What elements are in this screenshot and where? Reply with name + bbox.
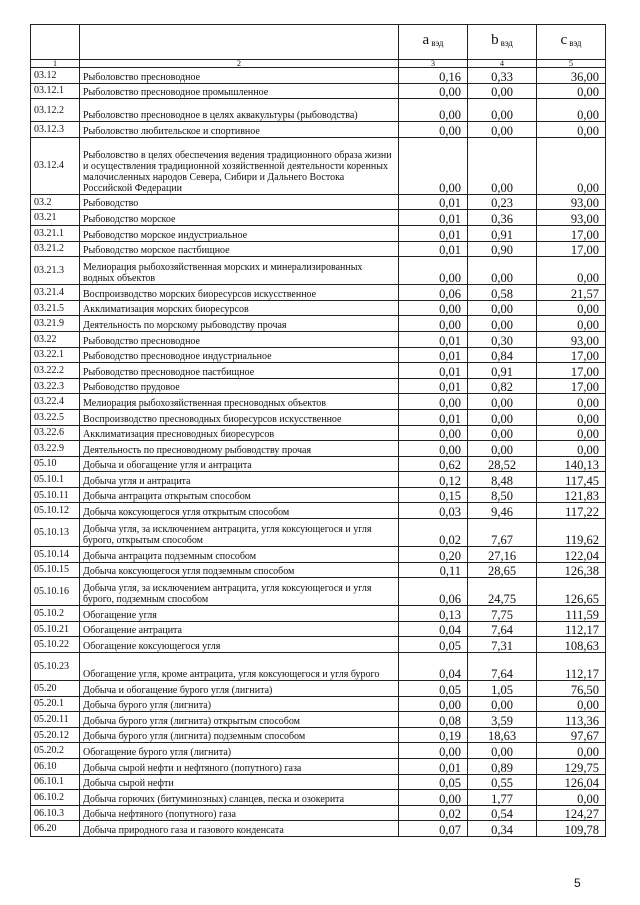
row-code: 05.10.21 [31,621,80,637]
row-value-b: 0,23 [468,194,537,210]
row-code: 05.10.2 [31,606,80,622]
row-value-a: 0,00 [399,441,468,457]
row-value-c: 0,00 [537,441,606,457]
row-value-b: 28,65 [468,562,537,578]
table-row [31,257,606,285]
row-value-a: 0,01 [399,409,468,425]
row-value-b: 0,89 [468,759,537,775]
row-name: Добыча и обогащение бурого угля (лигнита) [80,681,399,697]
row-value-b: 0,00 [468,394,537,410]
row-value-c: 112,17 [537,621,606,637]
coefficient-table-sheet [30,24,605,837]
row-value-b: 1,77 [468,790,537,806]
row-code: 03.22.9 [31,441,80,457]
row-name: Добыча коксующегося угля открытым способом [80,503,399,519]
row-value-a: 0,00 [399,99,468,122]
row-value-c: 117,22 [537,503,606,519]
row-value-b: 0,34 [468,821,537,837]
row-name: Рыбоводство морское [80,210,399,226]
header-name [80,25,399,60]
row-value-a: 0,01 [399,194,468,210]
row-code: 05.10 [31,456,80,472]
row-name: Мелиорация рыбохозяйственная морских и минерализированных водных объектов [80,257,399,285]
row-value-b: 0,30 [468,331,537,347]
row-value-c: 0,00 [537,257,606,285]
row-value-b: 0,58 [468,285,537,301]
row-code: 06.10.1 [31,774,80,790]
row-value-c: 21,57 [537,285,606,301]
row-value-c: 124,27 [537,805,606,821]
row-name: Обогащение коксующегося угля [80,637,399,653]
table-row [31,83,606,99]
row-value-b: 7,31 [468,637,537,653]
row-name: Добыча угля, за исключением антрацита, угля коксующегося и угля бурого, открытым способом [80,519,399,547]
table-row [31,487,606,503]
row-value-c: 0,00 [537,300,606,316]
column-index: 1 [31,60,80,68]
row-code: 05.10.16 [31,578,80,606]
table-row [31,137,606,194]
row-value-b: 0,00 [468,441,537,457]
table-row [31,759,606,775]
row-code: 06.10.3 [31,805,80,821]
row-name: Обогащение бурого угля (лигнита) [80,743,399,759]
table-row [31,727,606,743]
row-value-c: 17,00 [537,363,606,379]
row-name: Рыболовство пресноводное [80,68,399,84]
row-name: Добыча бурого угля (лигнита) открытым способом [80,712,399,728]
table-row [31,472,606,488]
table-row [31,241,606,257]
page-number: 5 [574,876,581,890]
table-row [31,743,606,759]
row-code: 03.21.5 [31,300,80,316]
table-row [31,210,606,226]
table-row [31,194,606,210]
row-value-b: 0,00 [468,696,537,712]
row-name: Рыбоводство морское пастбищное [80,241,399,257]
table-row [31,821,606,837]
table-row [31,331,606,347]
row-name: Обогащение угля, кроме антрацита, угля коксующегося и угля бурого [80,653,399,681]
row-name: Рыбоводство морское индустриальное [80,225,399,241]
row-code: 03.12.4 [31,137,80,194]
table-row [31,712,606,728]
row-code: 03.12 [31,68,80,84]
row-name: Мелиорация рыбохозяйственная пресноводных объектов [80,394,399,410]
row-name: Добыча сырой нефти [80,774,399,790]
row-name: Рыбоводство [80,194,399,210]
row-value-a: 0,05 [399,774,468,790]
row-name: Добыча нефтяного (попутного) газа [80,805,399,821]
row-value-b: 27,16 [468,547,537,563]
header-row [31,25,606,60]
row-value-a: 0,19 [399,727,468,743]
row-name: Воспроизводство пресноводных биоресурсов искусственное [80,409,399,425]
header-col-c: c $_{вэд}$ [537,25,606,60]
table-row [31,805,606,821]
row-value-a: 0,05 [399,637,468,653]
row-value-c: 0,00 [537,83,606,99]
row-value-c: 93,00 [537,331,606,347]
row-name: Добыча угля, за исключением антрацита, угля коксующегося и угля бурого, подземным способом [80,578,399,606]
row-value-a: 0,01 [399,225,468,241]
row-value-a: 0,12 [399,472,468,488]
row-name: Обогащение угля [80,606,399,622]
row-value-b: 18,63 [468,727,537,743]
row-code: 03.21.2 [31,241,80,257]
row-value-b: 0,00 [468,83,537,99]
row-name: Рыболовство любительское и спортивное [80,122,399,138]
row-code: 03.22.2 [31,363,80,379]
row-value-a: 0,07 [399,821,468,837]
row-code: 06.10 [31,759,80,775]
table-row [31,378,606,394]
row-value-c: 17,00 [537,347,606,363]
table-row [31,519,606,547]
row-value-b: 0,00 [468,122,537,138]
row-name: Добыча бурого угля (лигнита) [80,696,399,712]
row-value-c: 93,00 [537,194,606,210]
table-row [31,363,606,379]
row-value-c: 126,38 [537,562,606,578]
row-value-b: 0,91 [468,363,537,379]
row-name: Добыча бурого угля (лигнита) подземным способом [80,727,399,743]
row-name: Рыбоводство пресноводное индустриальное [80,347,399,363]
row-value-a: 0,16 [399,68,468,84]
row-code: 03.22 [31,331,80,347]
row-code: 03.12.1 [31,83,80,99]
row-code: 05.10.15 [31,562,80,578]
row-value-b: 0,55 [468,774,537,790]
coefficient-table [30,24,606,837]
row-value-c: 126,65 [537,578,606,606]
row-value-a: 0,01 [399,210,468,226]
row-value-c: 122,04 [537,547,606,563]
row-code: 05.10.13 [31,519,80,547]
row-value-a: 0,11 [399,562,468,578]
row-name: Рыболовство пресноводное в целях аквакультуры (рыбоводства) [80,99,399,122]
row-value-c: 93,00 [537,210,606,226]
row-value-b: 7,75 [468,606,537,622]
table-row [31,637,606,653]
row-value-a: 0,13 [399,606,468,622]
row-value-b: 8,50 [468,487,537,503]
row-value-b: 3,59 [468,712,537,728]
row-value-a: 0,01 [399,347,468,363]
row-code: 05.20 [31,681,80,697]
row-value-c: 17,00 [537,225,606,241]
table-row [31,578,606,606]
row-name: Добыча антрацита открытым способом [80,487,399,503]
row-value-a: 0,06 [399,578,468,606]
table-row [31,285,606,301]
row-value-c: 0,00 [537,122,606,138]
row-value-b: 0,00 [468,257,537,285]
row-value-a: 0,00 [399,790,468,806]
row-value-b: 0,33 [468,68,537,84]
column-index: 4 [468,60,537,68]
row-value-a: 0,05 [399,681,468,697]
row-value-c: 97,67 [537,727,606,743]
row-value-c: 117,45 [537,472,606,488]
header-col-b: b $_{вэд}$ [468,25,537,60]
row-value-c: 111,59 [537,606,606,622]
row-value-c: 113,36 [537,712,606,728]
column-index: 2 [80,60,399,68]
row-value-b: 0,00 [468,316,537,332]
row-value-b: 28,52 [468,456,537,472]
column-index: 3 [399,60,468,68]
row-value-a: 0,00 [399,122,468,138]
row-value-b: 0,00 [468,425,537,441]
row-value-a: 0,00 [399,316,468,332]
row-value-c: 140,13 [537,456,606,472]
table-row [31,774,606,790]
row-name: Добыча угля и антрацита [80,472,399,488]
row-code: 05.10.12 [31,503,80,519]
row-value-b: 1,05 [468,681,537,697]
row-value-c: 36,00 [537,68,606,84]
row-code: 03.2 [31,194,80,210]
table-row [31,653,606,681]
row-value-b: 0,00 [468,137,537,194]
row-code: 05.10.14 [31,547,80,563]
row-code: 05.10.11 [31,487,80,503]
row-value-a: 0,01 [399,331,468,347]
row-value-c: 109,78 [537,821,606,837]
row-value-a: 0,02 [399,519,468,547]
row-value-a: 0,00 [399,425,468,441]
table-row [31,503,606,519]
row-value-c: 112,17 [537,653,606,681]
table-row [31,347,606,363]
row-value-b: 8,48 [468,472,537,488]
row-name: Обогащение антрацита [80,621,399,637]
row-value-b: 7,67 [468,519,537,547]
row-value-a: 0,00 [399,743,468,759]
row-value-b: 9,46 [468,503,537,519]
row-value-c: 0,00 [537,316,606,332]
row-value-c: 129,75 [537,759,606,775]
row-value-a: 0,08 [399,712,468,728]
row-name: Акклиматизация пресноводных биоресурсов [80,425,399,441]
row-code: 03.21.1 [31,225,80,241]
row-code: 03.22.5 [31,409,80,425]
row-value-a: 0,62 [399,456,468,472]
row-value-b: 0,00 [468,743,537,759]
row-value-a: 0,00 [399,300,468,316]
row-code: 05.20.1 [31,696,80,712]
row-name: Рыбоводство пресноводное [80,331,399,347]
header-col-a: a $_{вэд}$ [399,25,468,60]
table-row [31,68,606,84]
row-code: 05.20.11 [31,712,80,728]
table-body [31,68,606,837]
row-value-a: 0,01 [399,378,468,394]
row-value-a: 0,02 [399,805,468,821]
row-name: Акклиматизация морских биоресурсов [80,300,399,316]
row-value-a: 0,03 [399,503,468,519]
table-row [31,562,606,578]
row-value-c: 0,00 [537,394,606,410]
row-code: 05.20.12 [31,727,80,743]
row-value-a: 0,00 [399,83,468,99]
row-code: 03.21 [31,210,80,226]
table-row [31,441,606,457]
row-code: 03.21.4 [31,285,80,301]
row-value-c: 0,00 [537,696,606,712]
row-value-a: 0,00 [399,137,468,194]
row-code: 06.10.2 [31,790,80,806]
row-value-a: 0,00 [399,257,468,285]
row-code: 05.20.2 [31,743,80,759]
row-code: 06.20 [31,821,80,837]
row-value-b: 0,54 [468,805,537,821]
row-value-a: 0,04 [399,653,468,681]
table-row [31,681,606,697]
row-name: Рыбоводство прудовое [80,378,399,394]
row-code: 05.10.22 [31,637,80,653]
row-value-b: 0,91 [468,225,537,241]
row-code: 05.10.23 [31,653,80,681]
row-value-a: 0,06 [399,285,468,301]
row-name: Рыболовство пресноводное промышленное [80,83,399,99]
row-value-b: 0,00 [468,99,537,122]
row-value-a: 0,15 [399,487,468,503]
row-value-c: 76,50 [537,681,606,697]
row-name: Добыча сырой нефти и нефтяного (попутного) газа [80,759,399,775]
row-value-b: 7,64 [468,621,537,637]
row-value-a: 0,04 [399,621,468,637]
row-value-a: 0,20 [399,547,468,563]
table-row [31,547,606,563]
table-row [31,122,606,138]
row-value-c: 17,00 [537,378,606,394]
row-code: 03.22.4 [31,394,80,410]
row-value-b: 0,00 [468,409,537,425]
row-value-c: 0,00 [537,425,606,441]
row-code: 03.22.1 [31,347,80,363]
row-name: Воспроизводство морских биоресурсов искусственное [80,285,399,301]
row-name: Рыбоводство пресноводное пастбищное [80,363,399,379]
table-row [31,225,606,241]
row-value-b: 0,84 [468,347,537,363]
row-code: 03.12.3 [31,122,80,138]
row-value-b: 7,64 [468,653,537,681]
table-row [31,99,606,122]
row-value-c: 0,00 [537,790,606,806]
row-value-a: 0,01 [399,759,468,775]
table-row [31,621,606,637]
row-value-a: 0,00 [399,696,468,712]
row-value-b: 0,00 [468,300,537,316]
row-name: Добыча и обогащение угля и антрацита [80,456,399,472]
row-value-a: 0,01 [399,363,468,379]
row-name: Деятельность по пресноводному рыбоводству прочая [80,441,399,457]
row-value-b: 24,75 [468,578,537,606]
row-value-c: 17,00 [537,241,606,257]
table-row [31,316,606,332]
row-value-c: 119,62 [537,519,606,547]
row-value-c: 108,63 [537,637,606,653]
table-row [31,456,606,472]
row-name: Добыча антрацита подземным способом [80,547,399,563]
row-name: Добыча горючих (битуминозных) сланцев, песка и озокерита [80,790,399,806]
row-code: 03.21.3 [31,257,80,285]
table-row [31,790,606,806]
row-value-b: 0,36 [468,210,537,226]
row-name: Деятельность по морскому рыбоводству прочая [80,316,399,332]
row-code: 05.10.1 [31,472,80,488]
row-name: Добыча коксующегося угля подземным способом [80,562,399,578]
table-row [31,409,606,425]
table-row [31,606,606,622]
row-code: 03.12.2 [31,99,80,122]
row-value-c: 0,00 [537,743,606,759]
column-index-row [31,60,606,68]
row-value-c: 0,00 [537,99,606,122]
table-row [31,394,606,410]
row-name: Рыболовство в целях обеспечения ведения традиционного образа жизни и осуществления традиционной хозяйственной деятельности коренных малочисленных народов Севера, Сибири и Дальнего Востока Российской Федерации [80,137,399,194]
row-value-c: 126,04 [537,774,606,790]
row-name: Добыча природного газа и газового конденсата [80,821,399,837]
row-value-a: 0,00 [399,394,468,410]
row-value-b: 0,90 [468,241,537,257]
row-value-b: 0,82 [468,378,537,394]
row-code: 03.21.9 [31,316,80,332]
row-code: 03.22.3 [31,378,80,394]
row-value-c: 0,00 [537,409,606,425]
table-row [31,696,606,712]
header-code [31,25,80,60]
row-value-c: 121,83 [537,487,606,503]
row-value-a: 0,01 [399,241,468,257]
table-row [31,300,606,316]
row-value-c: 0,00 [537,137,606,194]
row-code: 03.22.6 [31,425,80,441]
table-row [31,425,606,441]
column-index: 5 [537,60,606,68]
